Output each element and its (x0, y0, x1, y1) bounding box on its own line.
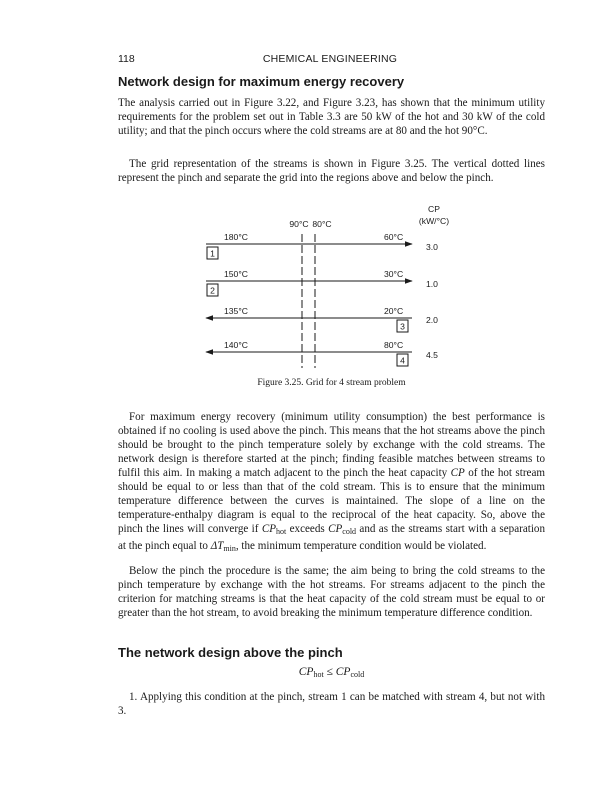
stream-2-target-temp: 30°C (384, 269, 404, 279)
formula-operator: ≤ (323, 666, 336, 678)
stream-3-cp: 2.0 (426, 315, 438, 325)
stream-3-id: 3 (400, 321, 405, 332)
page-number: 118 (118, 53, 135, 65)
paragraph-2-text: The grid representation of the streams is shown in Figure 3.25. The vertical dotted lines represent the pinch and separate the grid into the regions above and below the pinch. (118, 158, 545, 184)
stream-2-supply-temp: 150°C (224, 269, 248, 279)
running-title: CHEMICAL ENGINEERING (262, 53, 398, 65)
paragraph-5 (118, 690, 545, 718)
paragraph-3-text-a: For maximum energy recovery (minimum utility consumption) the best performance is obtained if no cooling is used above the pinch. This means that the hot streams above the pinch should be brought to the pinch temperature solely by exchange with the cold streams. The network design is therefore started at the pinch; finding feasible matches between streams to fulfil this aim. In making a match adjacent to the pinch the heat capacity (118, 411, 545, 479)
pinch-matching-formula (118, 666, 545, 679)
paragraph-4 (118, 564, 545, 620)
stream-1-cp: 3.0 (426, 242, 438, 252)
cp-cold-subscript: cold (342, 527, 357, 536)
stream-4-supply-temp: 80°C (384, 340, 404, 350)
stream-2-id: 2 (210, 285, 215, 296)
stream-3-supply-temp: 20°C (384, 306, 404, 316)
paragraph-3-text-b: of the hot stream should be equal to or less than that of the cold stream. This is to ensure that the minimum temperature difference between the curves is maintained. The slope of a line on the temperature-enthalpy diagram is equal to the reciprocal of the heat capacity. So, above the pinch the lines will converge if (118, 467, 545, 535)
formula-cold-subscript: cold (350, 670, 365, 679)
delta-t-symbol: ΔT (210, 540, 224, 552)
delta-t-subscript: min (223, 544, 236, 553)
figure-caption: Figure 3.25. Grid for 4 stream problem (257, 378, 406, 388)
stream-1-target-temp: 60°C (384, 232, 404, 242)
stream-1-supply-temp: 180°C (224, 232, 248, 242)
stream-3-target-temp: 135°C (224, 306, 248, 316)
paragraph-5-text: 1. Applying this condition at the pinch, stream 1 can be matched with stream 4, but not with 3. (118, 691, 545, 717)
cp-hot-subscript: hot (276, 527, 287, 536)
stream-4-id: 4 (400, 355, 405, 366)
paragraph-1-text: The analysis carried out in Figure 3.22, and Figure 3.23, has shown that the minimum utility requirements for the problem set out in Table 3.3 are 50 kW of the hot and 30 kW of the cold utility; and that the pinch occurs where the cold streams are at 80 and the hot 90°C. (118, 97, 545, 137)
paragraph-3-text-c: exceeds (286, 523, 329, 535)
pinch-hot-temp-label: 90°C (289, 219, 309, 229)
section-heading-network-design: Network design for maximum energy recovery (118, 74, 405, 89)
cp-symbol: CP (450, 467, 465, 479)
cp-units: (kW/°C) (418, 216, 450, 226)
stream-4-target-temp: 140°C (224, 340, 248, 350)
stream-1-id: 1 (210, 248, 215, 259)
stream-4-cp: 4.5 (426, 350, 438, 360)
paragraph-3-text-d: and as the streams start with a separation at the pinch equal to (118, 523, 546, 552)
cp-cold-symbol: CP (328, 523, 343, 535)
cp-header: CP (428, 204, 440, 214)
paragraph-3-text-e: , the minimum temperature condition would be violated. (235, 540, 487, 552)
formula-cp-hot: CP (298, 666, 314, 678)
formula-cp-cold: CP (335, 666, 351, 678)
paragraph-4-text: Below the pinch the procedure is the same; the aim being to bring the cold streams to the pinch temperature by exchange with the hot streams. For streams adjacent to the pinch the criterion for matching streams is that the heat capacity of the cold stream must be equal to or greater than the hot stream, to avoid breaking the minimum temperature difference condition. (118, 565, 545, 619)
stream-2-cp: 1.0 (426, 279, 438, 289)
paragraph-3 (118, 410, 545, 556)
pinch-cold-temp-label: 80°C (312, 219, 332, 229)
cp-hot-symbol: CP (261, 523, 277, 535)
section-heading-above-pinch: The network design above the pinch (118, 645, 343, 660)
formula-hot-subscript: hot (313, 670, 324, 679)
